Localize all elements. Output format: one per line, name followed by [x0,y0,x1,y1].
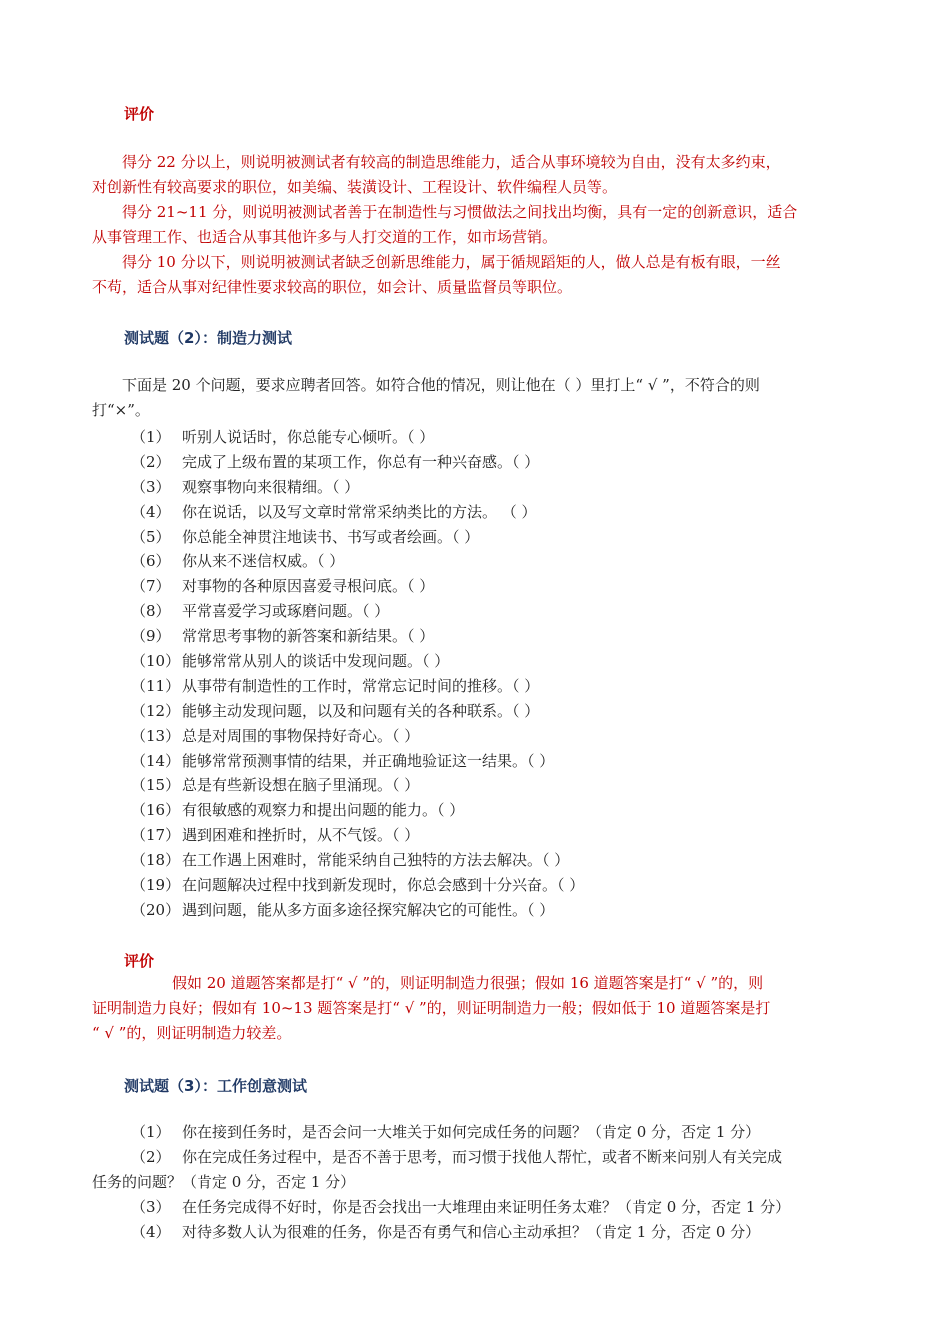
question-number: （14） [131,751,181,770]
test3-item [92,1145,862,1170]
question-item [92,475,852,500]
evaluation-line: 得分 10 分以下，则说明被测试者缺乏创新思维能力，属于循规蹈矩的人，做人总是有板有眼，一丝 [122,253,781,271]
item-number: （4） [131,1223,171,1241]
evaluation-line: 从事管理工作、也适合从事其他许多与人打交道的工作，如市场营销。 [92,228,558,246]
question-text: 听别人说话时，你总能专心倾听。（ ） [182,428,435,446]
question-text: 能够常常从别人的谈话中发现问题。（ ） [182,652,450,671]
question-item [92,525,852,550]
question-number: （9） [131,627,171,646]
question-text: 平常喜爱学习或琢磨问题。（ ） [182,602,390,621]
question-text: 在工作遇上困难时，常能采纳自己独特的方法去解决。（ ） [182,851,570,870]
question-number: （7） [131,577,171,596]
item-text: 在任务完成得不好时，你是否会找出一大堆理由来证明任务太难？（肯定 0 分，否定 1 分） [182,1198,791,1216]
question-item [92,425,852,450]
question-item [92,848,852,873]
test3-heading: 测试题（3）：工作创意测试 [124,1077,307,1095]
question-number: （4） [131,502,171,521]
question-text: 遇到问题，能从多方面多途径探究解决它的可能性。（ ） [182,900,555,919]
evaluation-line: 证明制造力良好；假如有 10~13 题答案是打“ √ ”的，则证明制造力一般；假如低于 10 道题答案是打 [92,999,771,1017]
question-text: 完成了上级布置的某项工作，你总有一种兴奋感。（ ） [182,452,540,471]
question-text: 遇到困难和挫折时，从不气馁。（ ） [182,826,420,845]
question-item [92,450,852,475]
evaluation-heading-1: 评价 [124,105,155,123]
question-item [92,674,852,699]
evaluation-heading-2: 评价 [124,952,155,970]
test3-item [92,1120,862,1145]
question-item [92,649,852,674]
question-number: （1） [131,428,171,446]
question-number: （10） [131,652,181,671]
question-item [92,773,852,798]
question-item [92,549,852,574]
question-text: 你在说话，以及写文章时常常采纳类比的方法。 （ ） [182,502,537,521]
question-item [92,798,852,823]
question-number: （18） [131,851,181,870]
test3-item-continuation [92,1170,862,1195]
question-item [92,749,852,774]
question-number: （19） [131,876,181,895]
question-number: （3） [131,477,171,496]
test2-heading: 测试题（2）：制造力测试 [124,329,292,347]
evaluation-line: 不苟，适合从事对纪律性要求较高的职位，如会计、质量监督员等职位。 [92,278,573,296]
question-item [92,624,852,649]
question-item [92,873,852,898]
question-item [92,574,852,599]
question-text: 对事物的各种原因喜爱寻根问底。（ ） [182,577,435,596]
evaluation-line: 得分 21~11 分，则说明被测试者善于在制造性与习惯做法之间找出均衡，具有一定的创新意识，适合 [122,203,798,221]
item-number: （3） [131,1198,171,1216]
test2-question-list [92,425,852,923]
evaluation-line: 得分 22 分以上，则说明被测试者有较高的制造思维能力，适合从事环境较为自由，没有太多约束， [122,153,781,171]
evaluation-line: 对创新性有较高要求的职位，如美编、装潢设计、工程设计、软件编程人员等。 [92,178,618,196]
question-text: 有很敏感的观察力和提出问题的能力。（ ） [182,801,465,820]
question-item [92,599,852,624]
question-number: （12） [131,701,181,720]
intro-line: 下面是 20 个问题，要求应聘者回答。如符合他的情况，则让他在（ ）里打上“ √ ”，不符合的则 [122,376,760,394]
question-text: 能够主动发现问题，以及和问题有关的各种联系。（ ） [182,701,540,720]
question-text: 从事带有制造性的工作时，常常忘记时间的推移。（ ） [182,676,540,695]
evaluation-paragraph-2 [92,971,862,1046]
item-number: （2） [131,1148,171,1166]
question-text: 观察事物向来很精细。（ ） [182,477,360,496]
question-item [92,898,852,923]
intro-line: 打“×”。 [92,401,150,419]
item-text: 对待多数人认为很难的任务，你是否有勇气和信心主动承担？（肯定 1 分，否定 0 分） [182,1223,761,1241]
item-text: 你在完成任务过程中，是否不善于思考，而习惯于找他人帮忙，或者不断来问别人有关完成 [182,1148,783,1166]
question-number: （15） [131,776,181,795]
item-number: （1） [131,1123,171,1141]
question-number: （8） [131,602,171,621]
question-number: （6） [131,552,171,571]
question-text: 总是对周围的事物保持好奇心。（ ） [182,726,420,745]
item-text: 你在接到任务时，是否会问一大堆关于如何完成任务的问题？（肯定 0 分，否定 1 分） [182,1123,761,1141]
evaluation-paragraph-1 [92,150,862,300]
evaluation-line: “ √ ”的，则证明制造力较差。 [92,1024,292,1042]
item-text-continuation: 任务的问题？（肯定 0 分，否定 1 分） [92,1173,356,1191]
question-number: （13） [131,726,181,745]
question-number: （20） [131,900,181,919]
test3-item [92,1195,862,1220]
question-text: 你总能全神贯注地读书、书写或者绘画。（ ） [182,527,480,546]
question-number: （11） [131,676,181,695]
test3-item-list [92,1120,862,1245]
test3-item [92,1220,862,1245]
question-text: 你从来不迷信权威。（ ） [182,552,345,571]
evaluation-line: 假如 20 道题答案都是打“ √ ”的，则证明制造力很强；假如 16 道题答案是打“ √ ”的，则 [172,974,764,992]
question-number: （2） [131,452,171,471]
question-text: 常常思考事物的新答案和新结果。（ ） [182,627,435,646]
question-item [92,724,852,749]
question-item [92,823,852,848]
question-text: 能够常常预测事情的结果，并正确地验证这一结果。（ ） [182,751,555,770]
question-text: 在问题解决过程中找到新发现时，你总会感到十分兴奋。（ ） [182,876,585,895]
question-number: （5） [131,527,171,546]
test2-intro [92,373,862,423]
question-number: （16） [131,801,181,820]
question-item [92,500,852,525]
question-text: 总是有些新设想在脑子里涌现。（ ） [182,776,420,795]
question-number: （17） [131,826,181,845]
question-item [92,699,852,724]
